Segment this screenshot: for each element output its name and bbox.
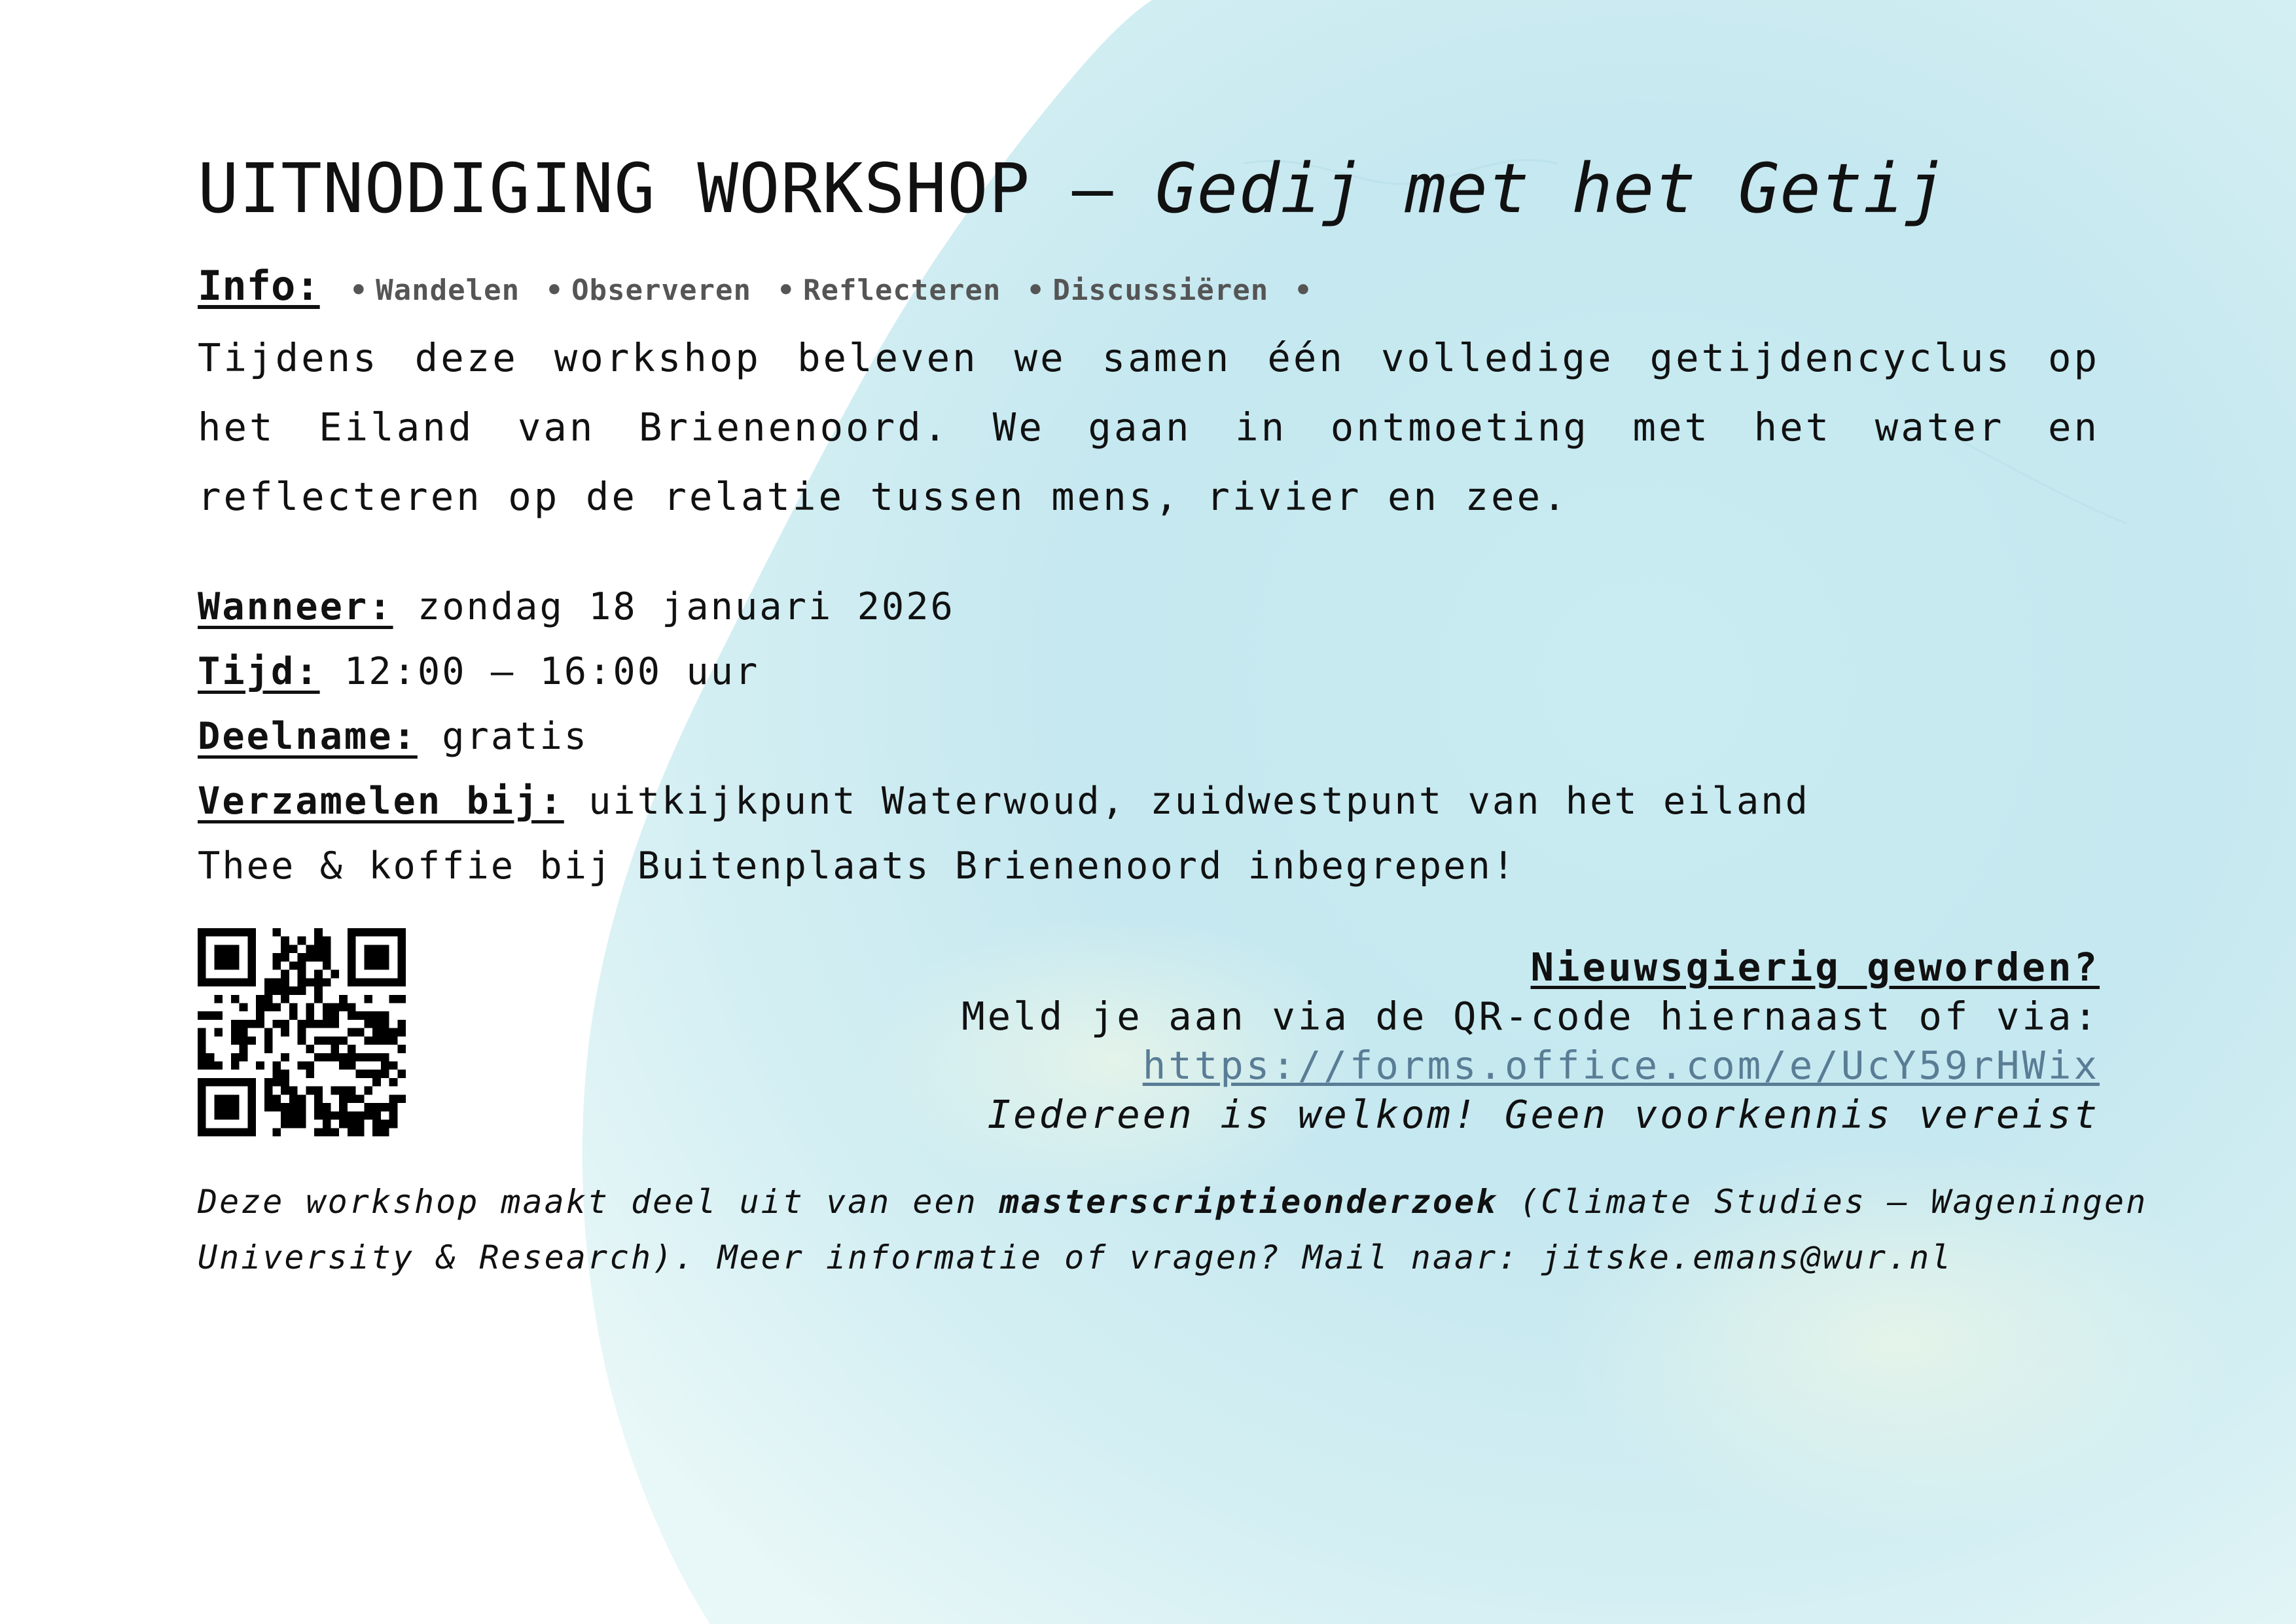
info-label: Info: xyxy=(198,262,320,310)
when-value: zondag 18 januari 2026 xyxy=(417,585,955,628)
detail-extra: Thee & koffie bij Buitenplaats Brienenoord inbegrepen! xyxy=(198,844,1517,888)
footer-pre: Deze workshop maakt deel uit van een xyxy=(198,1183,978,1221)
footer-line-2: University & Research). Meer informatie of vragen? Mail naar: jitske.emans@wur.nl xyxy=(198,1238,1953,1276)
detail-when xyxy=(198,575,1810,640)
signup-link[interactable]: https://forms.office.com/e/UcY59rHWix xyxy=(1142,1043,2100,1088)
activity-tags xyxy=(342,274,1321,307)
signup-question: Nieuwsgierig geworden? xyxy=(1530,945,2100,990)
tag-item: Reflecteren xyxy=(802,274,1001,307)
footer-bold: masterscriptieonderzoek xyxy=(999,1183,1498,1221)
footer-post: (Climate Studies – Wageningen xyxy=(1519,1183,2148,1221)
tag-item: Discussiëren xyxy=(1052,274,1269,307)
signup-block xyxy=(961,943,2100,1139)
qr-code-icon[interactable] xyxy=(198,928,406,1136)
signup-text: Meld je aan via de QR-code hiernaast of via: xyxy=(961,994,2100,1039)
page-title xyxy=(198,143,1946,234)
intro-paragraph: Tijdens deze workshop beleven we samen één volledige getijdencyclus op het Eiland van Brienenoord. We gaan in ontmoeting met het water en reflecteren op de relatie tussen mens, rivier en zee. xyxy=(198,335,2100,519)
time-value: 12:00 – 16:00 uur xyxy=(344,650,760,693)
tag-separator: • xyxy=(545,274,564,307)
detail-meeting-point xyxy=(198,769,1810,834)
event-details xyxy=(198,575,1810,899)
footer-note xyxy=(198,1174,2147,1286)
tag-separator: • xyxy=(777,274,795,307)
meet-label: Verzamelen bij: xyxy=(198,780,564,823)
title-subtitle: Gedij met het Getij xyxy=(1155,149,1946,228)
tag-separator: • xyxy=(350,274,368,307)
time-label: Tijd: xyxy=(198,650,320,693)
tag-item: Observeren xyxy=(571,274,751,307)
info-row xyxy=(198,262,1320,314)
tag-separator: • xyxy=(1294,274,1313,307)
title-main: UITNODIGING WORKSHOP – xyxy=(198,149,1114,228)
welcome-text: Iedereen is welkom! Geen voorkennis vereist xyxy=(987,1092,2100,1137)
footer-line-1 xyxy=(198,1174,2147,1230)
fee-value: gratis xyxy=(442,715,589,758)
fee-label: Deelname: xyxy=(198,715,418,758)
tag-separator: • xyxy=(1026,274,1045,307)
meet-value: uitkijkpunt Waterwoud, zuidwestpunt van het eiland xyxy=(588,780,1810,823)
detail-fee xyxy=(198,704,1810,769)
detail-time xyxy=(198,640,1810,704)
when-label: Wanneer: xyxy=(198,585,393,628)
tag-item: Wandelen xyxy=(376,274,520,307)
